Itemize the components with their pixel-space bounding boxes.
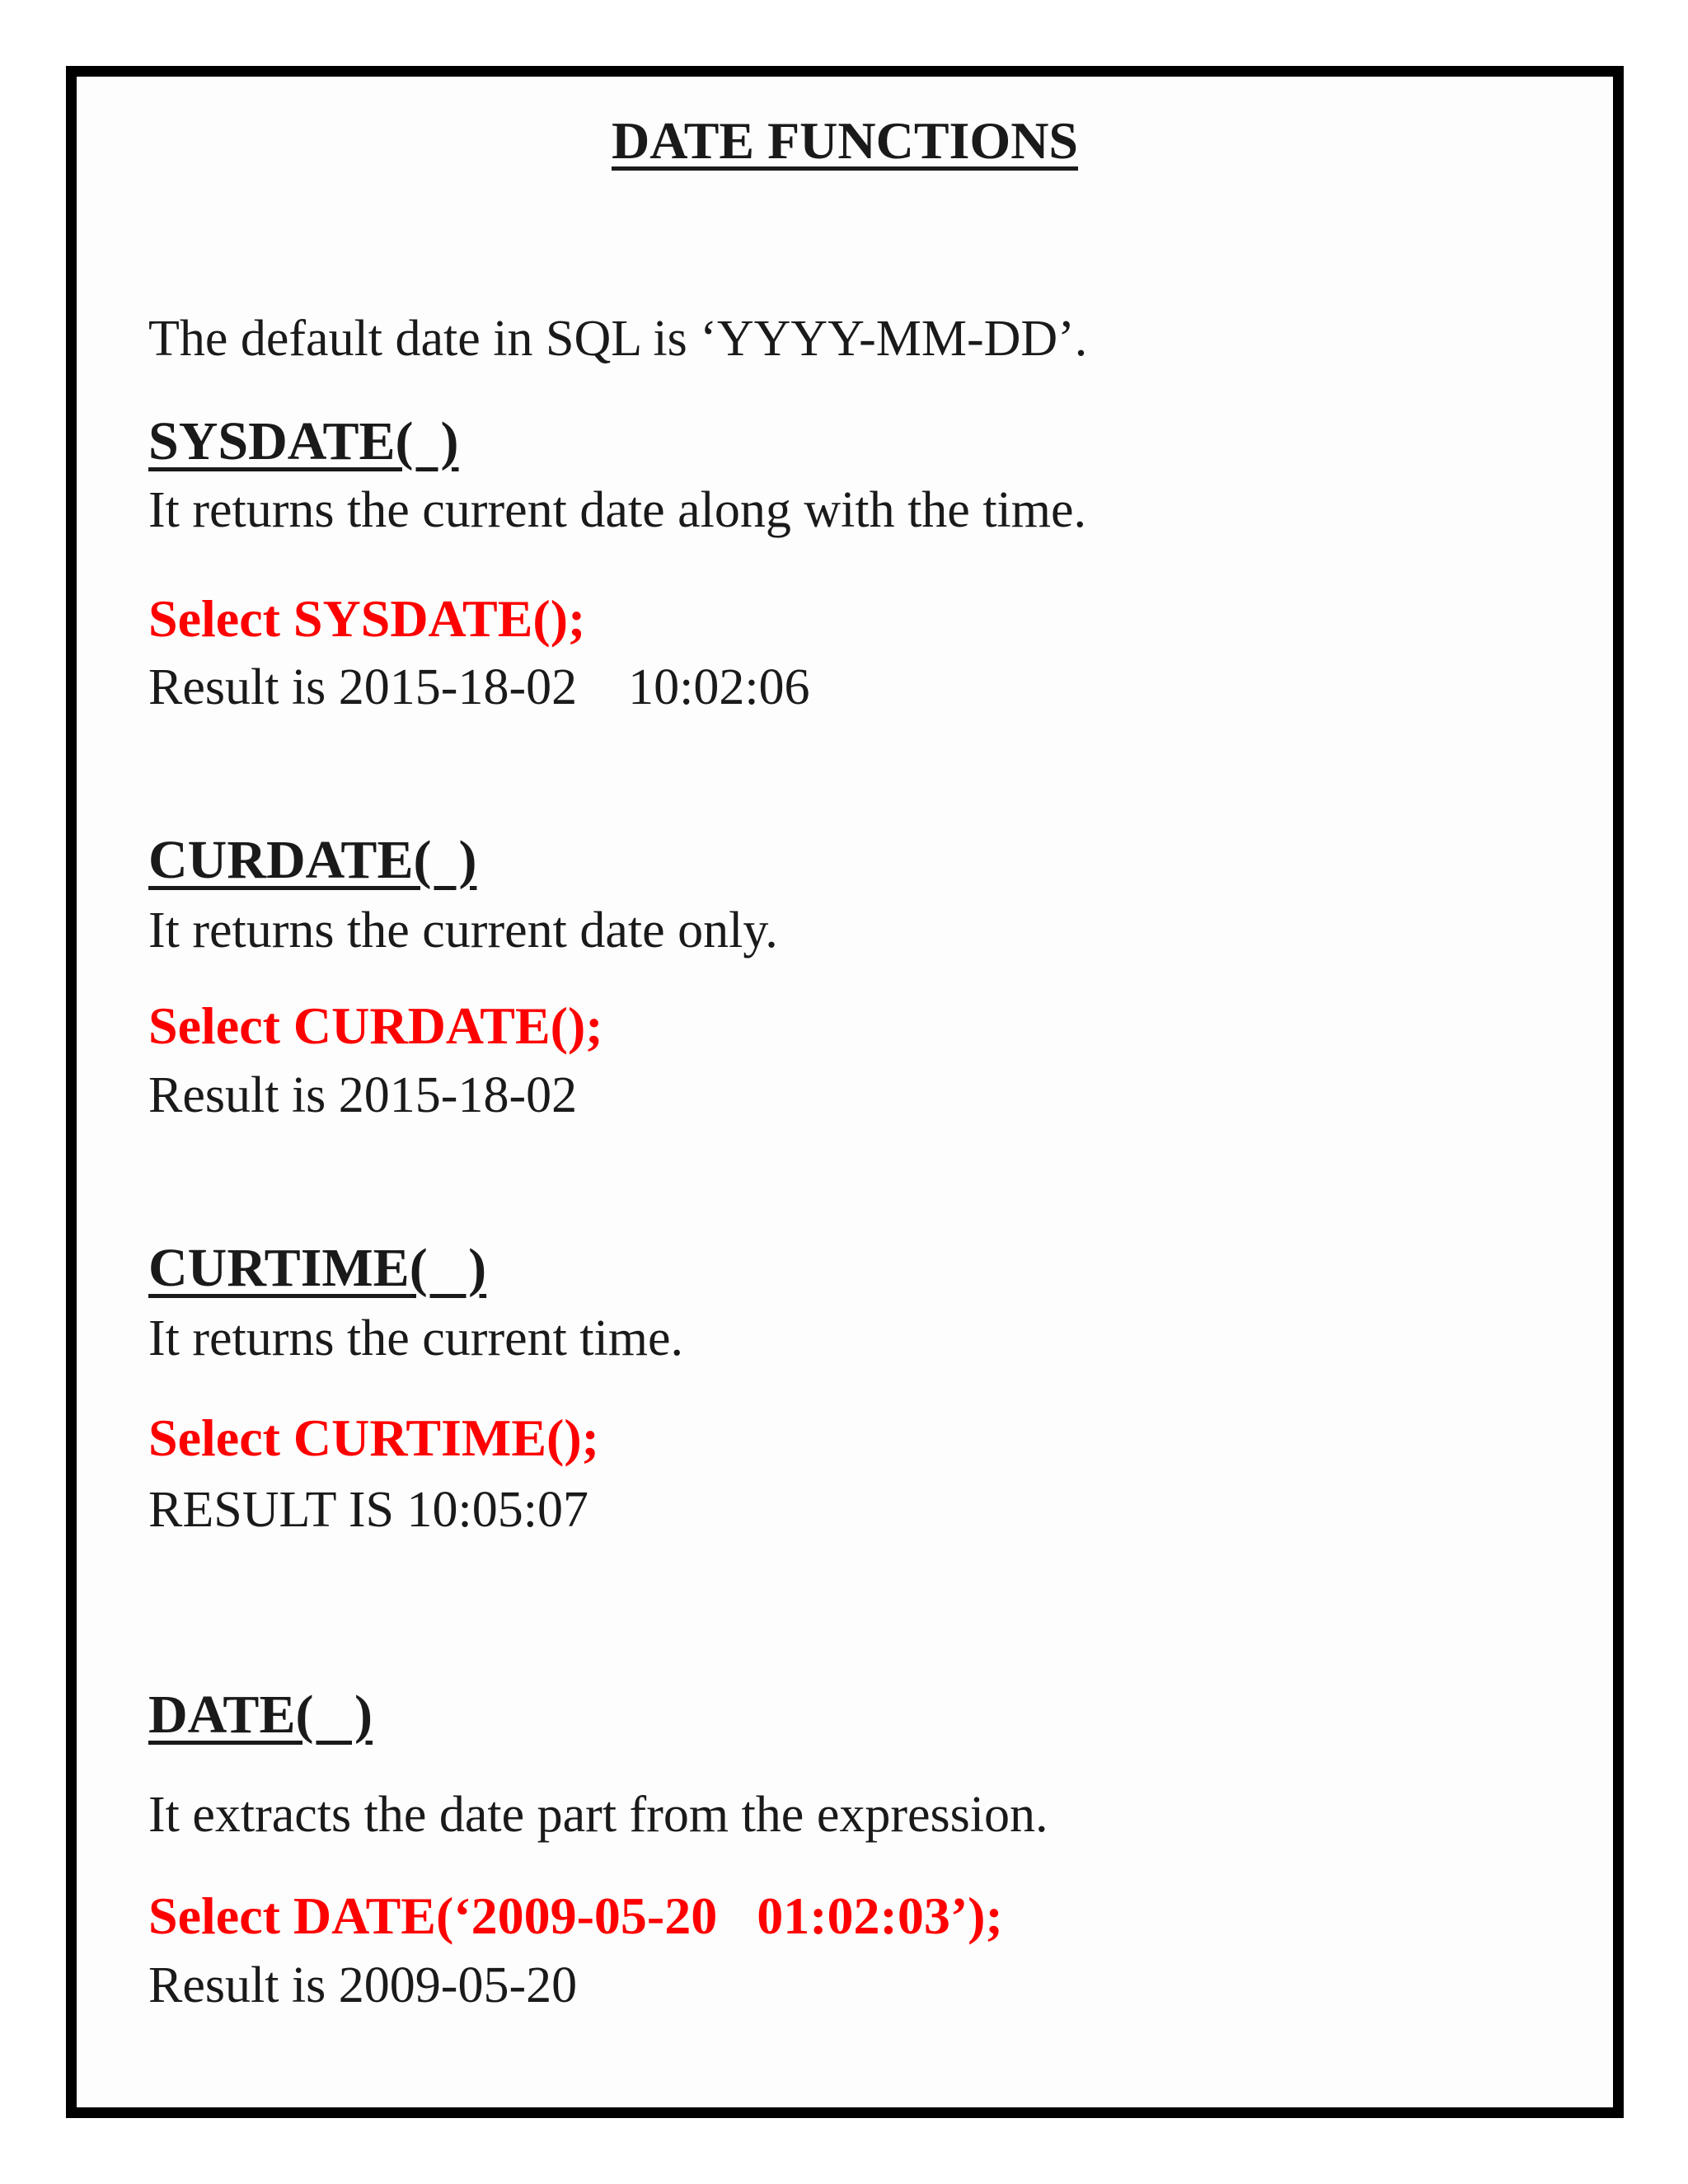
intro-text: The default date in SQL is ‘YYYY-MM-DD’. <box>148 311 1088 367</box>
curdate-heading: CURDATE( ) <box>148 830 477 890</box>
curdate-query: Select CURDATE(); <box>148 996 603 1055</box>
curtime-result: RESULT IS 10:05:07 <box>148 1482 588 1538</box>
curdate-description: It returns the current date only. <box>148 902 778 958</box>
date-description: It extracts the date part from the expression. <box>148 1787 1048 1843</box>
sysdate-description: It returns the current date along with the time. <box>148 482 1087 538</box>
sysdate-query: Select SYSDATE(); <box>148 589 586 648</box>
date-heading: DATE( ) <box>148 1685 373 1745</box>
document-frame <box>66 66 1624 2118</box>
sysdate-heading: SYSDATE( ) <box>148 411 459 471</box>
date-result: Result is 2009-05-20 <box>148 1957 578 2013</box>
page-title-text: DATE FUNCTIONS <box>612 111 1078 170</box>
curtime-heading: CURTIME( ) <box>148 1238 487 1298</box>
page-title <box>77 111 1613 170</box>
curdate-result: Result is 2015-18-02 <box>148 1067 578 1123</box>
curtime-query: Select CURTIME(); <box>148 1408 599 1467</box>
date-query: Select DATE(‘2009-05-20 01:02:03’); <box>148 1886 1003 1945</box>
curtime-description: It returns the current time. <box>148 1310 684 1366</box>
sysdate-result: Result is 2015-18-02 10:02:06 <box>148 659 810 715</box>
